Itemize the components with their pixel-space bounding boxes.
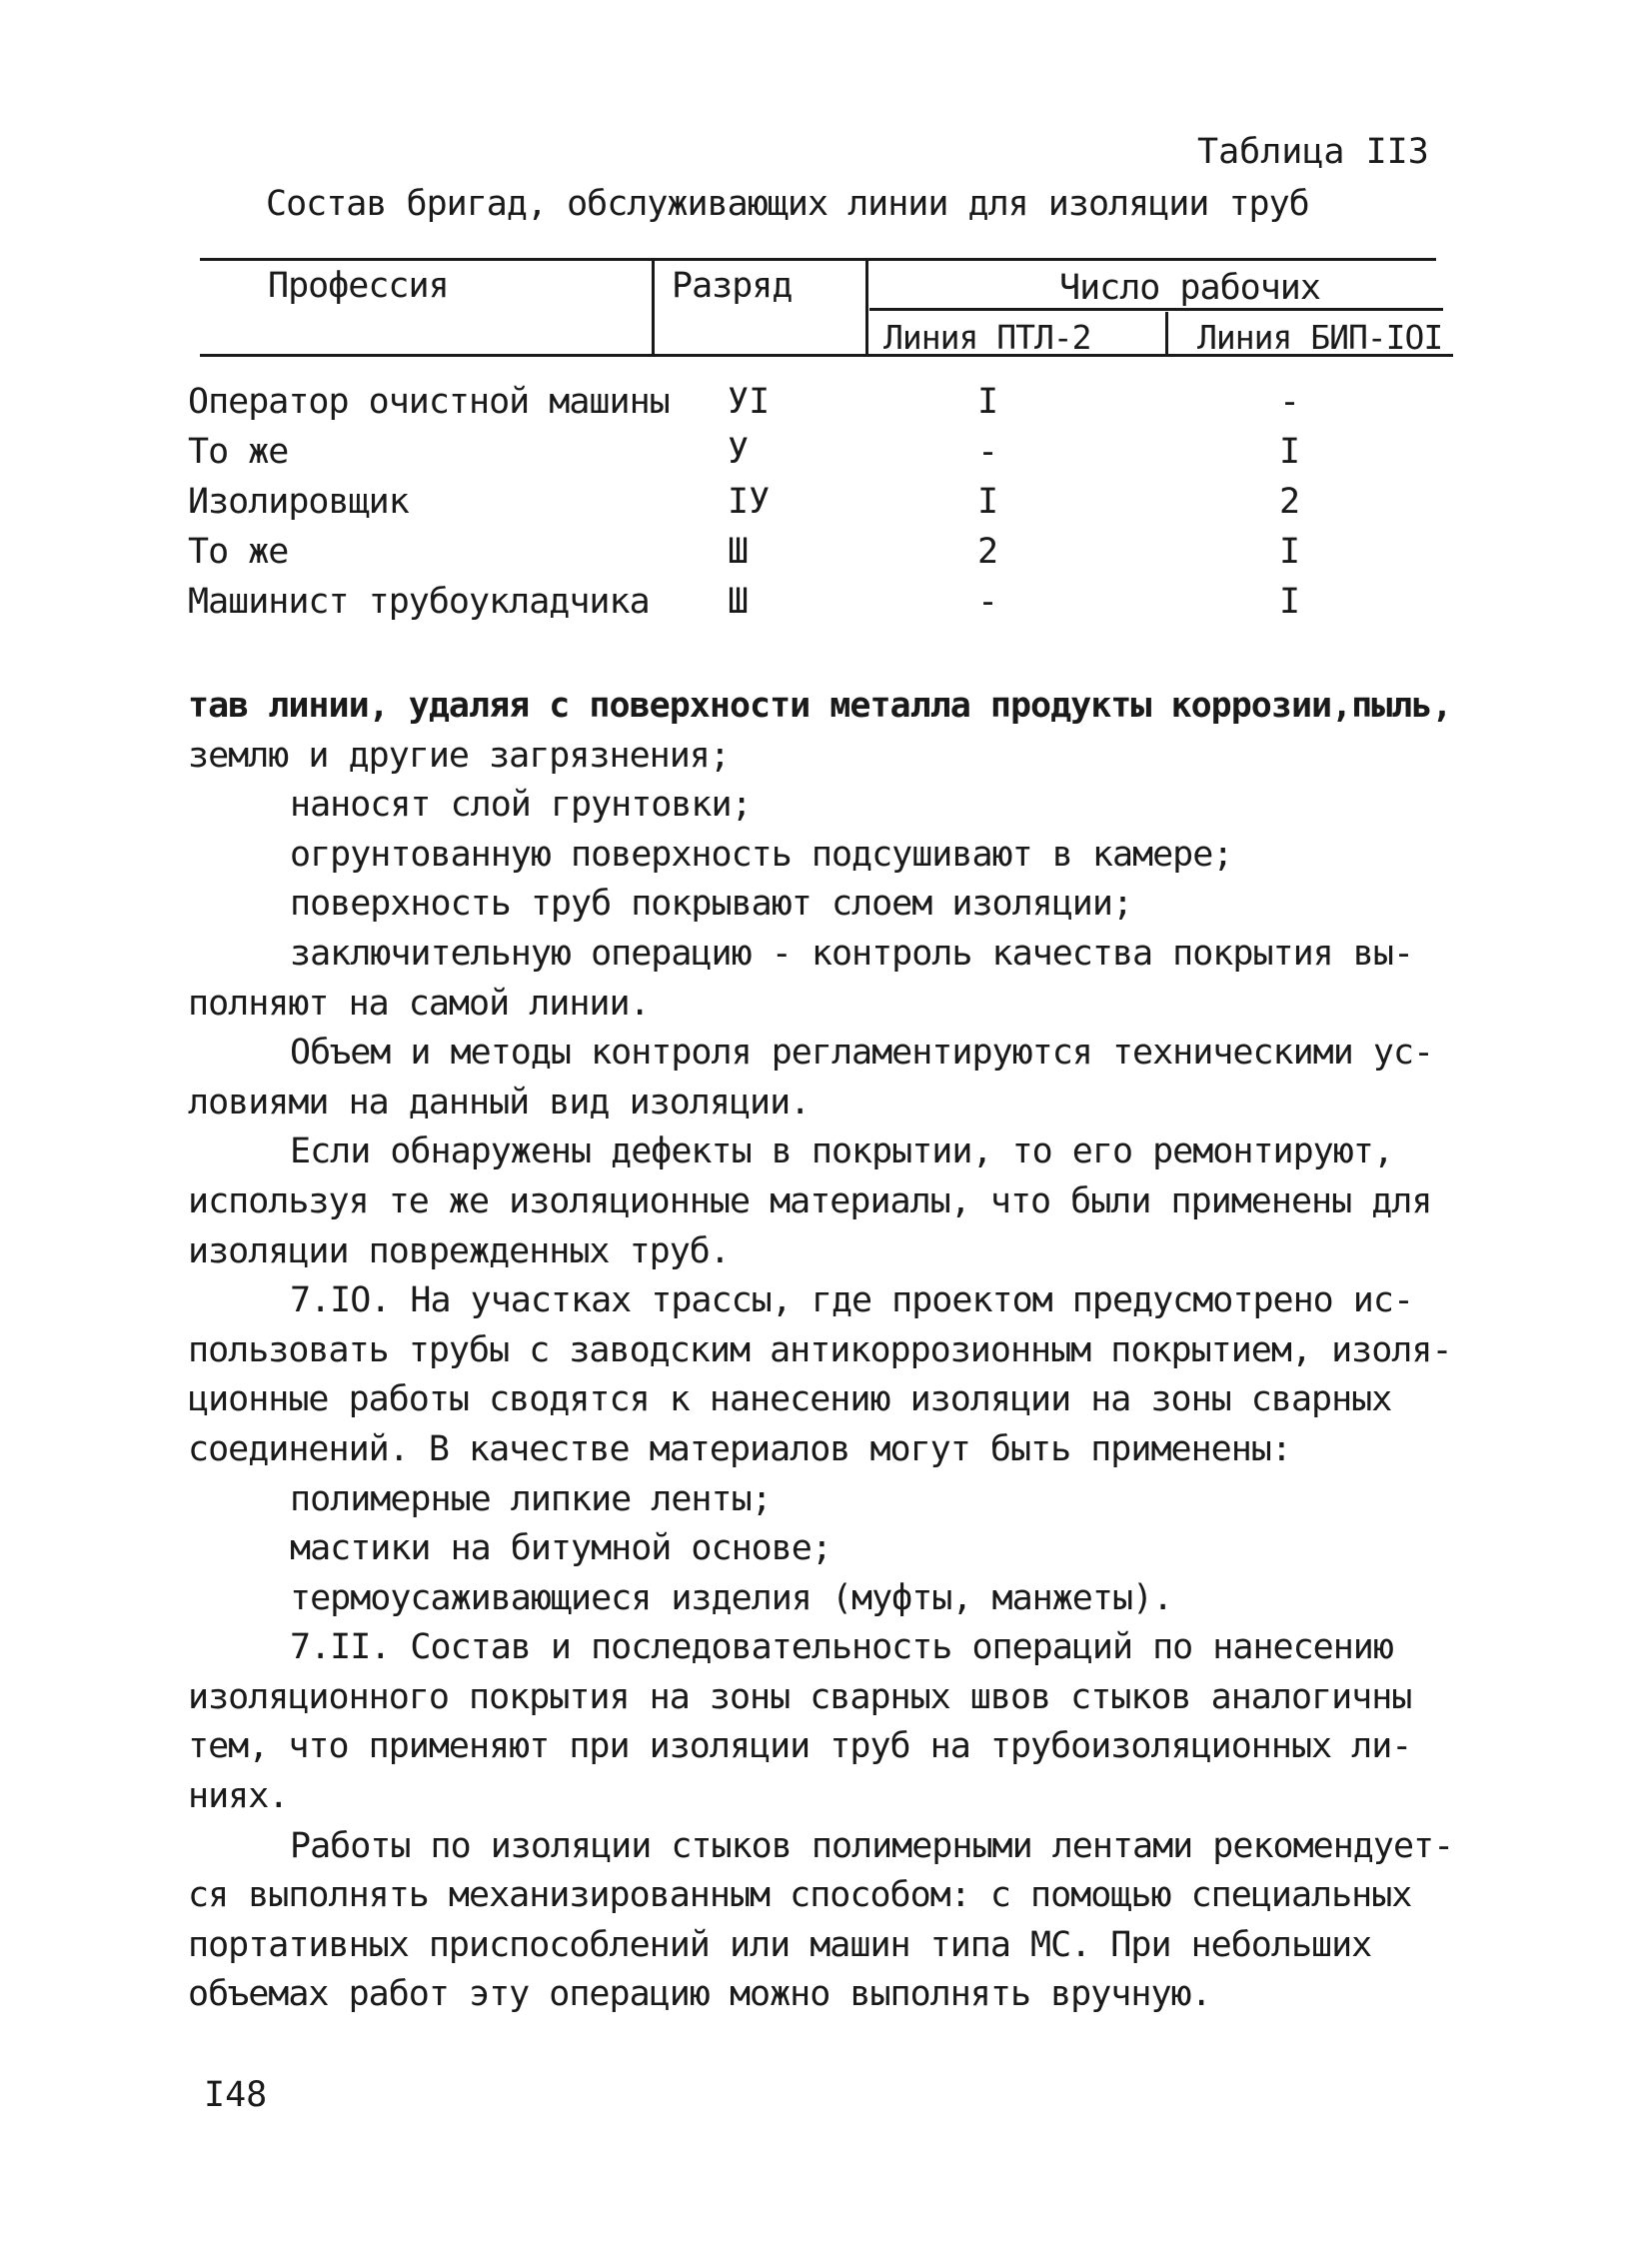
cell-line-2: 2	[1279, 482, 1301, 522]
text-line: тав линии, удаляя с поверхности металла продукты коррозии,пыль,	[188, 686, 1452, 726]
page-number: I48	[204, 2075, 268, 2115]
table-row	[0, 582, 1652, 632]
table-row	[0, 482, 1652, 532]
cell-line-1: I	[977, 482, 999, 522]
cell-line-1: I	[977, 382, 999, 422]
text-line: термоусаживающиеся изделия (муфты, манжеты).	[290, 1577, 1173, 1618]
text-line: заключительную операцию - контроль качества покрытия вы-	[290, 933, 1414, 974]
text-line: ционные работы сводятся к нанесению изоляции на зоны сварных	[188, 1379, 1392, 1420]
table-subheader-rule	[869, 308, 1443, 311]
cell-profession: Оператор очистной машины	[188, 382, 670, 422]
table-column-divider	[865, 258, 868, 357]
cell-line-2: -	[1279, 382, 1301, 422]
cell-line-2: I	[1279, 532, 1301, 572]
header-profession: Профессия	[268, 266, 449, 306]
cell-line-2: I	[1279, 582, 1301, 622]
header-grade: Разряд	[672, 266, 793, 306]
cell-grade: У	[728, 432, 750, 472]
text-line: изоляционного покрытия на зоны сварных швов стыков аналогичны	[188, 1676, 1412, 1717]
header-workers: Число рабочих	[1059, 268, 1320, 308]
table-row	[0, 432, 1652, 482]
table-row	[0, 382, 1652, 432]
cell-profession: Машинист трубоукладчика	[188, 582, 650, 622]
cell-grade: Ш	[728, 582, 750, 622]
text-line: наносят слой грунтовки;	[290, 785, 752, 826]
text-line: 7.IO. На участках трассы, где проектом предусмотрено ис-	[290, 1280, 1414, 1321]
header-line-2: Линия БИП-IOI	[1197, 318, 1443, 357]
body-text	[188, 682, 1477, 2020]
cell-profession: То же	[188, 432, 289, 472]
text-line: ниях.	[188, 1776, 289, 1817]
text-line: мастики на битумной основе;	[290, 1528, 831, 1569]
table-column-divider	[1165, 312, 1168, 357]
text-line: поверхность труб покрывают слоем изоляции;	[290, 884, 1133, 925]
table-column-divider	[652, 258, 655, 357]
table-title: Состав бригад, обслуживающих линии для изоляции труб	[266, 184, 1309, 224]
table-number: Таблица II3	[1197, 132, 1429, 172]
text-line: тем, что применяют при изоляции труб на трубоизоляционных ли-	[188, 1726, 1412, 1767]
text-line: Объем и методы контроля регламентируются техническими ус-	[290, 1033, 1434, 1074]
cell-grade: IУ	[728, 482, 771, 522]
text-line: Работы по изоляции стыков полимерными лентами рекомендует-	[290, 1825, 1454, 1866]
cell-profession: То же	[188, 532, 289, 572]
text-line: Если обнаружены дефекты в покрытии, то его ремонтируют,	[290, 1131, 1393, 1172]
cell-grade: Ш	[728, 532, 750, 572]
header-line-1: Линия ПТЛ-2	[883, 318, 1091, 357]
text-line: землю и другие загрязнения;	[188, 735, 730, 776]
text-line: пользовать трубы с заводским антикоррозионным покрытием, изоля-	[188, 1329, 1452, 1370]
text-line: огрунтованную поверхность подсушивают в камере;	[290, 834, 1233, 875]
cell-line-1: -	[977, 432, 999, 472]
table-top-rule	[200, 258, 1436, 261]
table-row	[0, 532, 1652, 582]
cell-line-1: 2	[977, 532, 999, 572]
text-line: 7.II. Состав и последовательность операций по нанесению	[290, 1627, 1393, 1668]
text-line: полимерные липкие ленты;	[290, 1478, 772, 1519]
text-line: используя те же изоляционные материалы, что были применены для	[188, 1180, 1432, 1221]
text-line: ся выполнять механизированным способом: с помощью специальных	[188, 1875, 1412, 1916]
text-line: портативных приспособлений или машин типа МС. При небольших	[188, 1924, 1372, 1965]
text-line: объемах работ эту операцию можно выполнять вручную.	[188, 1974, 1211, 2015]
cell-profession: Изолировщик	[188, 482, 409, 522]
text-line: изоляции поврежденных труб.	[188, 1230, 730, 1271]
cell-line-1: -	[977, 582, 999, 622]
text-line: ловиями на данный вид изоляции.	[188, 1082, 811, 1122]
cell-line-2: I	[1279, 432, 1301, 472]
cell-grade: УI	[728, 382, 771, 422]
text-line: соединений. В качестве материалов могут быть применены:	[188, 1428, 1291, 1469]
text-line: полняют на самой линии.	[188, 983, 650, 1024]
